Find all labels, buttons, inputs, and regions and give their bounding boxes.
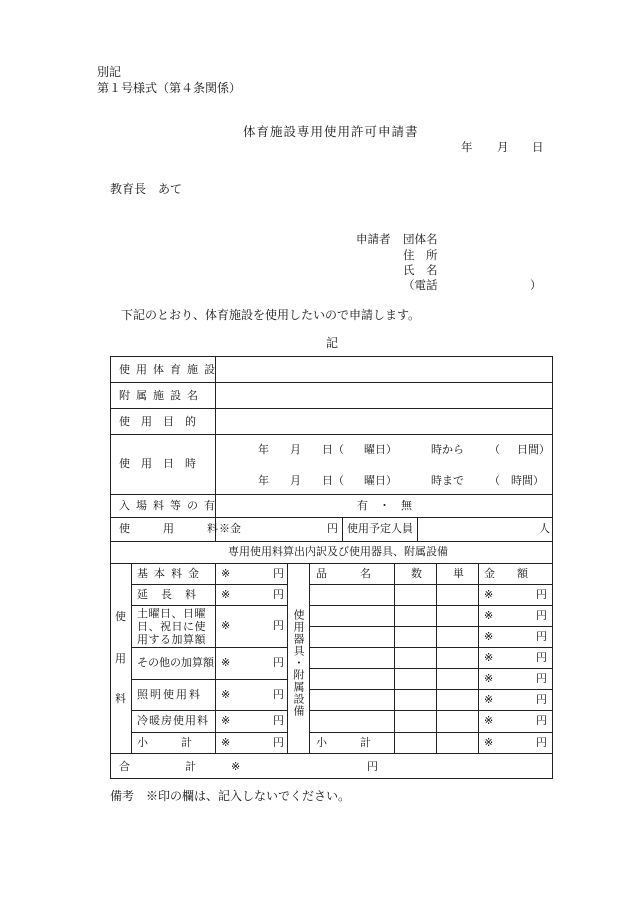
fee-mark: ※ <box>221 656 231 669</box>
to-duration: 時間） <box>511 474 544 487</box>
form-number: 第１号様式（第４条関係） <box>97 81 242 95</box>
to-dow: 曜日） <box>364 474 397 487</box>
address-label: 住 所 <box>403 248 438 262</box>
fee-mark: ※ <box>221 714 231 727</box>
side-char-3: 料 <box>115 692 126 705</box>
fee-yen: 円 <box>273 567 284 580</box>
eq-subtotal-label: 小 計 <box>316 736 371 749</box>
intro-text: 下記のとおり、体育施設を使用したいので申請します。 <box>121 308 421 322</box>
eq-yen: 円 <box>536 609 547 622</box>
eq-yen: 円 <box>536 714 547 727</box>
fee-yen: 円 <box>273 688 284 701</box>
eq-header-amount: 金 額 <box>484 567 528 580</box>
facility-label: 使用体育施設 <box>119 363 221 376</box>
eq-header-qty: 数 <box>411 567 422 580</box>
eq-yen: 円 <box>536 736 547 749</box>
fee-yen: 円 <box>273 714 284 727</box>
org-name-label: 団体名 <box>403 232 438 246</box>
fee-yen: 円 <box>273 656 284 669</box>
eq-mark: ※ <box>484 736 494 749</box>
eq-yen: 円 <box>536 672 547 685</box>
from-suffix: 時から <box>431 443 464 456</box>
to-day: 日（ <box>322 474 344 487</box>
fee-label: 使 用 料 <box>119 522 218 535</box>
eq-mark: ※ <box>484 714 494 727</box>
fee-item-lighting: 照明使用料 <box>137 688 202 701</box>
datetime-label: 使 用 日 時 <box>119 457 196 470</box>
from-dow: 曜日） <box>364 443 397 456</box>
side-char-2: 用 <box>115 652 126 665</box>
eq-mark: ※ <box>484 630 494 643</box>
fee-item-weekend: 土曜日、日曜日、祝日に使用する加算額 <box>137 607 206 646</box>
fee-item-basic: 基本料金 <box>137 567 205 580</box>
fee-yen: 円 <box>327 522 338 535</box>
date-month: 月 <box>497 140 509 154</box>
fee-yen: 円 <box>273 619 284 632</box>
from-month: 月 <box>290 443 301 456</box>
fee-item-aircon: 冷暖房使用料 <box>137 714 209 727</box>
date-year: 年 <box>461 140 473 154</box>
addressee: 教育長 あて <box>110 182 183 196</box>
appendix-label: 別記 <box>97 65 122 79</box>
from-day: 日（ <box>322 443 344 456</box>
admission-value: 有 ・ 無 <box>357 499 412 512</box>
fee-prefix: ※金 <box>219 522 241 535</box>
from-dur-open: （ <box>489 443 500 456</box>
fee-mark: ※ <box>221 588 231 601</box>
fee-mark: ※ <box>221 688 231 701</box>
phone-close: ） <box>530 278 542 292</box>
purpose-label: 使 用 目 的 <box>119 415 196 428</box>
phone-label: （電話 <box>403 278 438 292</box>
side-char-1: 使 <box>115 610 126 623</box>
eq-yen: 円 <box>536 588 547 601</box>
fee-yen: 円 <box>273 736 284 749</box>
ki-heading: 記 <box>326 336 339 350</box>
people-unit: 人 <box>539 522 550 535</box>
from-year: 年 <box>258 443 269 456</box>
applicant-label: 申請者 <box>356 232 391 246</box>
to-dur-open: （ <box>489 474 500 487</box>
eq-yen: 円 <box>536 630 547 643</box>
fee-mark: ※ <box>221 619 231 632</box>
remarks: 備考 ※印の欄は、記入しないでください。 <box>110 789 351 803</box>
planned-people-label: 使用予定人員 <box>347 522 413 535</box>
total-mark: ※ <box>231 760 241 773</box>
fee-mark: ※ <box>221 567 231 580</box>
eq-mark: ※ <box>484 651 494 664</box>
document-title: 体育施設専用使用許可申請書 <box>243 124 419 139</box>
fee-item-extension: 延長料 <box>137 588 209 601</box>
application-form-table <box>110 356 553 779</box>
admission-label: 入場料等の有 <box>119 499 221 512</box>
eq-mark: ※ <box>484 588 494 601</box>
to-year: 年 <box>258 474 269 487</box>
to-suffix: 時まで <box>431 474 464 487</box>
total-yen: 円 <box>367 760 378 773</box>
fee-mark: ※ <box>221 736 231 749</box>
total-label: 合 計 <box>119 760 196 773</box>
fee-item-other: その他の加算額 <box>137 656 214 669</box>
eq-header-unit: 単 <box>453 567 464 580</box>
eq-mark: ※ <box>484 672 494 685</box>
name-label: 氏 名 <box>403 263 438 277</box>
fee-item-subtotal: 小 計 <box>137 736 192 749</box>
eq-yen: 円 <box>536 651 547 664</box>
equipment-label: 使用器具・附属設備 <box>292 609 305 717</box>
breakdown-title: 専用使用料算出内訳及び使用器具、附属設備 <box>228 545 448 558</box>
to-month: 月 <box>290 474 301 487</box>
eq-mark: ※ <box>484 609 494 622</box>
eq-yen: 円 <box>536 693 547 706</box>
annex-label: 附属施設名 <box>119 389 204 402</box>
date-day: 日 <box>532 140 544 154</box>
fee-yen: 円 <box>273 588 284 601</box>
eq-mark: ※ <box>484 693 494 706</box>
eq-header-name: 品 名 <box>316 567 371 580</box>
from-duration: 日間） <box>517 443 550 456</box>
